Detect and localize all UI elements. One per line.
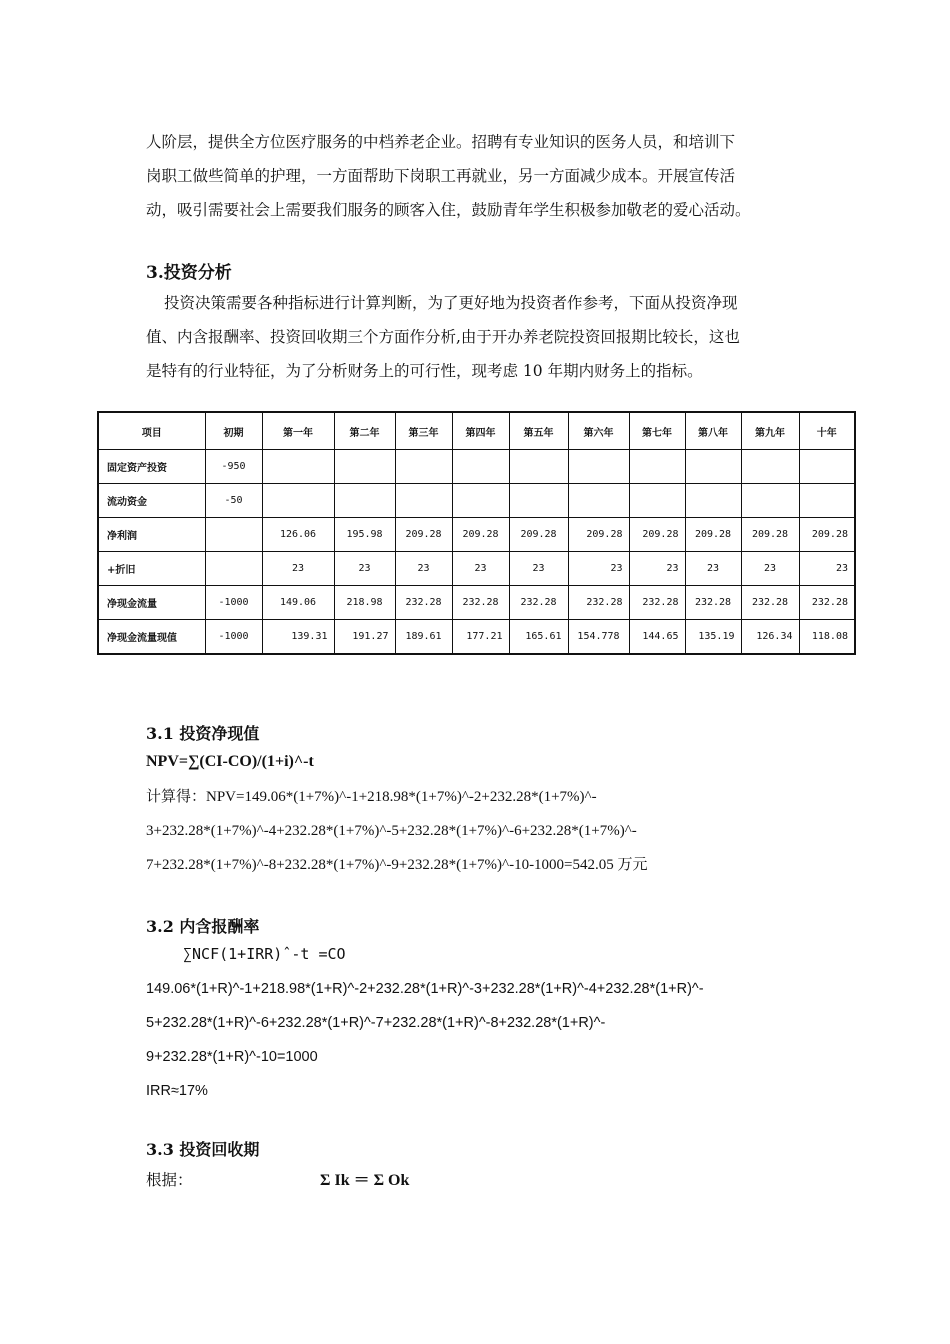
table-row	[98, 586, 855, 620]
header-cell: 第七年	[629, 412, 685, 450]
year-cell: 118.08	[799, 620, 855, 655]
year-cell: 218.98	[334, 586, 395, 620]
year-cell: 23	[334, 552, 395, 586]
initial-cell: -1000	[205, 620, 262, 655]
irr-formula: ∑NCF(1+IRR)ˆ-t =CO	[183, 945, 346, 963]
payback-basis-label: 根据：	[146, 1171, 193, 1189]
year-cell: 139.31	[262, 620, 334, 655]
year-cell	[334, 450, 395, 484]
year-cell	[509, 450, 568, 484]
payback-title: 3.3 投资回收期	[146, 1140, 260, 1159]
header-cell: 第四年	[452, 412, 509, 450]
year-cell: 232.28	[799, 586, 855, 620]
year-cell: 232.28	[509, 586, 568, 620]
irr-line: 9+232.28*(1+R)^-10=1000	[146, 1049, 318, 1065]
year-cell: 209.28	[629, 518, 685, 552]
row-label: 净利润	[98, 518, 205, 552]
year-cell: 209.28	[452, 518, 509, 552]
initial-cell: -50	[205, 484, 262, 518]
year-cell: 126.34	[741, 620, 799, 655]
year-cell	[741, 484, 799, 518]
table-row	[98, 518, 855, 552]
npv-line: 计算得：NPV=149.06*(1+7%)^-1+218.98*(1+7%)^-2+232.28*(1+7%)^-	[146, 789, 597, 805]
year-cell	[741, 450, 799, 484]
year-cell: 23	[685, 552, 741, 586]
header-cell: 第六年	[568, 412, 629, 450]
year-cell: 165.61	[509, 620, 568, 655]
year-cell	[334, 484, 395, 518]
section-3-title: 3.投资分析	[146, 263, 232, 283]
header-cell: 十年	[799, 412, 855, 450]
year-cell: 23	[395, 552, 452, 586]
year-cell	[685, 484, 741, 518]
year-cell: 149.06	[262, 586, 334, 620]
header-cell: 第九年	[741, 412, 799, 450]
payback-formula: Σ Ik ＝ Σ Ok	[320, 1172, 410, 1189]
year-cell: 232.28	[568, 586, 629, 620]
header-cell: 初期	[205, 412, 262, 450]
year-cell: 209.28	[741, 518, 799, 552]
table-row	[98, 620, 855, 655]
initial-cell	[205, 552, 262, 586]
table-header-row	[98, 412, 855, 450]
year-cell	[799, 450, 855, 484]
year-cell: 232.28	[452, 586, 509, 620]
year-cell: 232.28	[685, 586, 741, 620]
row-label: 固定资产投资	[98, 450, 205, 484]
irr-result: IRR≈17%	[146, 1083, 208, 1099]
year-cell	[262, 450, 334, 484]
irr-line: 149.06*(1+R)^-1+218.98*(1+R)^-2+232.28*(1+R)^-3+232.28*(1+R)^-4+232.28*(1+R)^-	[146, 981, 704, 997]
year-cell	[629, 484, 685, 518]
year-cell: 23	[452, 552, 509, 586]
initial-cell: -950	[205, 450, 262, 484]
year-cell	[262, 484, 334, 518]
section-3-paragraph	[146, 286, 826, 388]
row-label: 流动资金	[98, 484, 205, 518]
intro-line: 岗职工做些简单的护理，一方面帮助下岗职工再就业，另一方面减少成本。开展宣传活	[146, 167, 736, 185]
header-cell: 第八年	[685, 412, 741, 450]
year-cell: 144.65	[629, 620, 685, 655]
table-row	[98, 484, 855, 518]
header-cell: 第三年	[395, 412, 452, 450]
year-cell	[685, 450, 741, 484]
year-cell: 23	[799, 552, 855, 586]
year-cell	[629, 450, 685, 484]
section-3-line: 是特有的行业特征，为了分析财务上的可行性，现考虑 10 年期内财务上的指标。	[146, 362, 703, 380]
year-cell	[395, 450, 452, 484]
year-cell: 154.778	[568, 620, 629, 655]
year-cell: 23	[741, 552, 799, 586]
year-cell: 126.06	[262, 518, 334, 552]
header-cell: 第一年	[262, 412, 334, 450]
row-label: 净现金流量现值	[98, 620, 205, 655]
section-3-line: 值、内含报酬率、投资回收期三个方面作分析,由于开办养老院投资回报期比较长，这也	[146, 328, 740, 346]
initial-cell	[205, 518, 262, 552]
year-cell: 177.21	[452, 620, 509, 655]
irr-line: 5+232.28*(1+R)^-6+232.28*(1+R)^-7+232.28*(1+R)^-8+232.28*(1+R)^-	[146, 1015, 606, 1031]
year-cell: 23	[629, 552, 685, 586]
initial-cell: -1000	[205, 586, 262, 620]
year-cell	[509, 484, 568, 518]
npv-formula: NPV=∑(CI-CO)/(1+i)^-t	[146, 753, 314, 770]
row-label: 净现金流量	[98, 586, 205, 620]
year-cell: 191.27	[334, 620, 395, 655]
header-cell: 第五年	[509, 412, 568, 450]
year-cell	[568, 450, 629, 484]
year-cell: 209.28	[568, 518, 629, 552]
year-cell: 189.61	[395, 620, 452, 655]
table-row	[98, 450, 855, 484]
year-cell: 135.19	[685, 620, 741, 655]
row-label: +折旧	[98, 552, 205, 586]
intro-line: 动，吸引需要社会上需要我们服务的顾客入住，鼓励青年学生积极参加敬老的爱心活动。	[146, 201, 751, 219]
year-cell: 195.98	[334, 518, 395, 552]
financial-table	[97, 411, 856, 655]
year-cell: 209.28	[509, 518, 568, 552]
year-cell: 23	[568, 552, 629, 586]
year-cell: 232.28	[395, 586, 452, 620]
intro-line: 人阶层，提供全方位医疗服务的中档养老企业。招聘有专业知识的医务人员，和培训下	[146, 133, 736, 151]
year-cell: 23	[509, 552, 568, 586]
header-cell: 第二年	[334, 412, 395, 450]
npv-calculation	[146, 780, 826, 882]
year-cell	[452, 484, 509, 518]
year-cell	[568, 484, 629, 518]
header-cell: 项目	[98, 412, 205, 450]
intro-paragraph	[146, 125, 826, 227]
year-cell	[395, 484, 452, 518]
npv-line: 7+232.28*(1+7%)^-8+232.28*(1+7%)^-9+232.28*(1+7%)^-10-1000=542.05 万元	[146, 857, 648, 873]
table-row	[98, 552, 855, 586]
year-cell: 23	[262, 552, 334, 586]
year-cell: 232.28	[741, 586, 799, 620]
npv-title: 3.1 投资净现值	[146, 724, 260, 743]
section-3-line: 投资决策需要各种指标进行计算判断，为了更好地为投资者作参考，下面从投资净现	[164, 294, 738, 312]
year-cell: 209.28	[685, 518, 741, 552]
npv-line: 3+232.28*(1+7%)^-4+232.28*(1+7%)^-5+232.28*(1+7%)^-6+232.28*(1+7%)^-	[146, 823, 637, 839]
year-cell	[452, 450, 509, 484]
year-cell	[799, 484, 855, 518]
year-cell: 209.28	[799, 518, 855, 552]
irr-title: 3.2 内含报酬率	[146, 917, 260, 936]
year-cell: 232.28	[629, 586, 685, 620]
year-cell: 209.28	[395, 518, 452, 552]
irr-calculation	[146, 972, 826, 1108]
